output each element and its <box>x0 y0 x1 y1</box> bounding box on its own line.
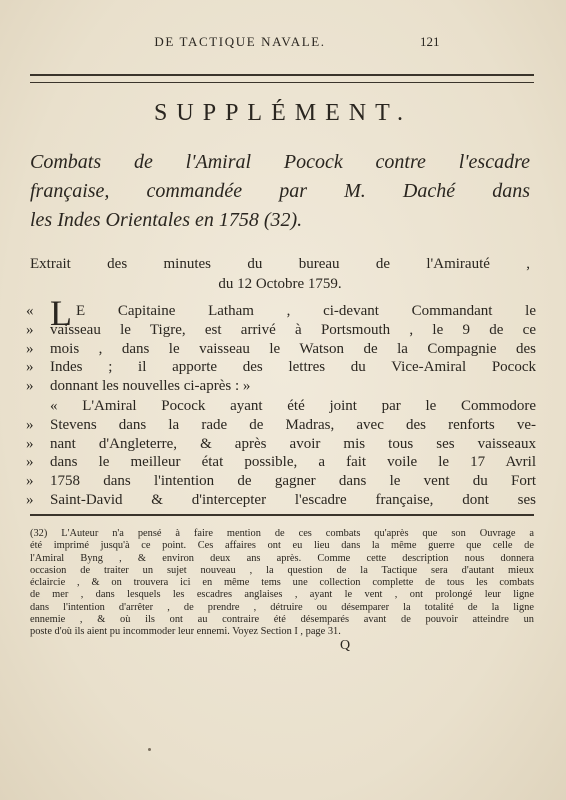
quote-mark: » <box>26 473 34 490</box>
footnote-rule <box>30 514 534 516</box>
text-line: » 1758 dans l'intention de gagner dans le vent du Fort <box>26 473 536 490</box>
quote-mark: » <box>26 491 34 508</box>
footnote-line: éclaircie , & on trouvera ici en même tems une collection complette de tous les combats <box>30 577 534 589</box>
quote-mark: » <box>26 435 34 452</box>
quote-mark: » <box>26 378 34 395</box>
text-line: « L E Capitaine Latham , ci-devant Commandant le <box>26 293 536 333</box>
subtitle-line: les Indes Orientales en 1758 (32). <box>30 209 303 231</box>
section-subtitle <box>30 148 530 235</box>
footnote-line: poste d'où ils aient pu incommoder leur ennemi. Voyez Section I , page 31. <box>30 626 341 638</box>
section-heading: SUPPLÉMENT. <box>154 100 412 126</box>
text-line: » donnant les nouvelles ci-après : » <box>26 378 251 395</box>
footnote-line: l'Amiral Byng , & environ deux ans après. Comme cette description nous donnera <box>30 552 534 564</box>
quote-mark: » <box>26 416 34 433</box>
extract-title <box>30 254 530 294</box>
text-line: » vaisseau le Tigre, est arrivé à Portsmouth , le 9 de ce <box>26 321 536 338</box>
running-head <box>0 34 566 54</box>
paragraph-2 <box>26 397 536 510</box>
footnote-line: occasion de traiter un sujet nouveau , la question de la Tactique sera d'autant mieux <box>30 564 534 576</box>
running-title: DE TACTIQUE NAVALE. <box>154 34 326 49</box>
subtitle-line: Combats de l'Amiral Pocock contre l'escadre <box>30 151 530 173</box>
footnote-line: de mer , dans lesquels les escadres anglaises , ayant le vent , ont prolongé leur ligne <box>30 589 534 601</box>
footnote-line: dans l'intention d'arrêter , de prendre , détruire ou désemparer la totalité de la ligne <box>30 601 534 613</box>
extract-line: Extrait des minutes du bureau de l'Amirauté , <box>30 256 530 272</box>
text-line: » Stevens dans la rade de Madras, avec des renforts ve- <box>26 416 536 433</box>
paragraph-1 <box>26 293 536 396</box>
drop-cap: L <box>50 293 72 333</box>
text-line: » dans le meilleur état possible, a fait voile le 17 Avril <box>26 454 536 471</box>
footnote-line: ennemie , & où ils ont au contraire été désemparés avant de pouvoir atteindre un <box>30 614 534 626</box>
quote-mark: » <box>26 340 34 357</box>
quote-mark: « <box>26 303 34 319</box>
ink-speck <box>148 748 151 751</box>
quote-mark: » <box>26 359 34 376</box>
text-line: » nant d'Angleterre, & après avoir mis tous ses vaisseaux <box>26 435 536 452</box>
text-line: » Saint-David & d'intercepter l'escadre française, dont ses <box>26 491 536 508</box>
extract-line: du 12 Octobre 1759. <box>218 276 342 292</box>
header-rule <box>30 74 534 83</box>
text-line: » mois , dans le vaisseau le Watson de la Compagnie des <box>26 340 536 357</box>
text-line: » Indes ; il apporte des lettres du Vice-Amiral Pocock <box>26 359 536 376</box>
quote-mark: » <box>26 321 34 338</box>
footnote-line: été imprimé jusqu'à ce point. Ces affaires ont eu lieu dans la même guerre que celle de <box>30 540 534 552</box>
quote-mark: » <box>26 454 34 471</box>
footnote-line: (32) L'Auteur n'a pensé à faire mention de ces combats qu'après que son Ouvrage a <box>30 528 534 539</box>
text-line: « L'Amiral Pocock ayant été joint par le Commodore <box>26 397 536 416</box>
subtitle-line: française, commandée par M. Daché dans <box>30 180 530 202</box>
page-number: 121 <box>420 34 440 49</box>
signature-mark: Q <box>340 638 351 653</box>
quote-mark <box>26 397 50 416</box>
footnote <box>30 528 534 639</box>
